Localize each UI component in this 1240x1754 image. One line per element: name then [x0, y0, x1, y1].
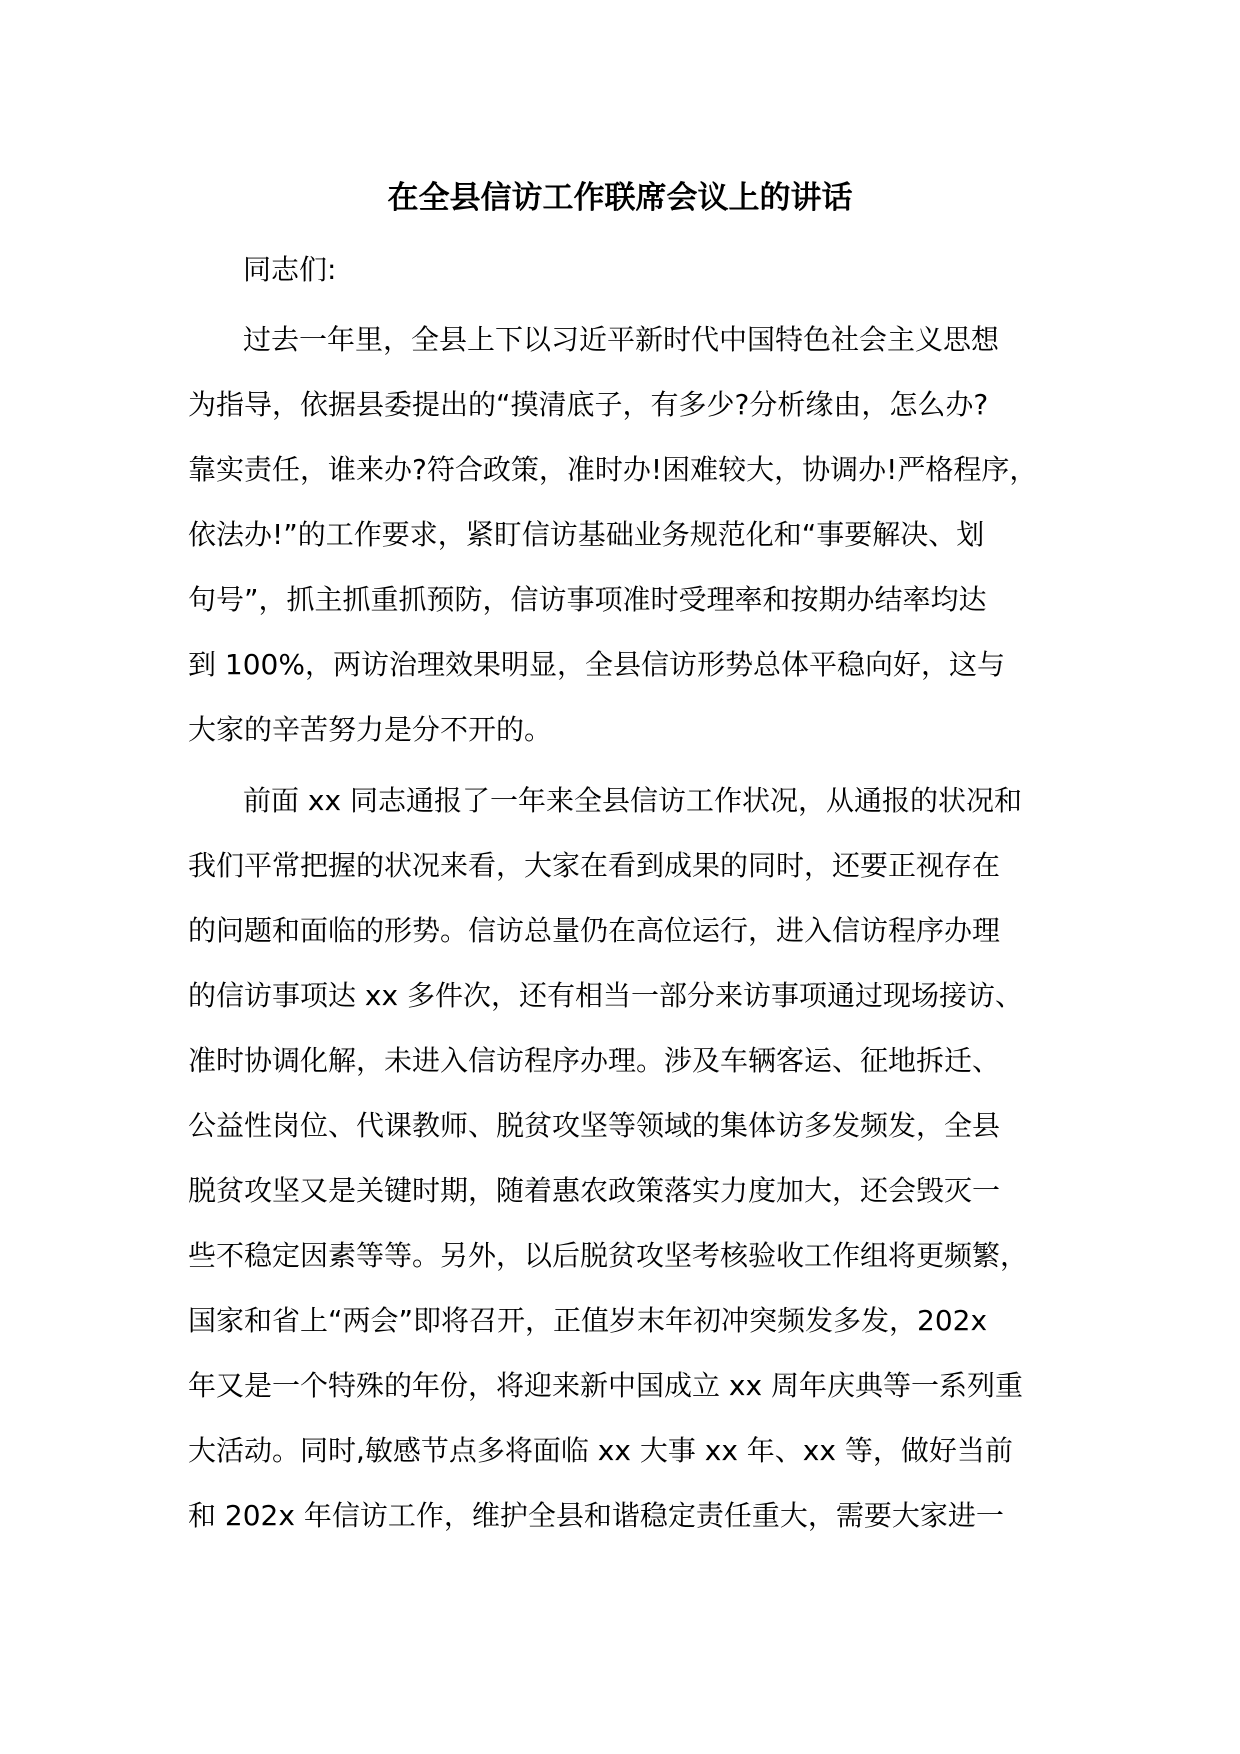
text-line: 的信访事项达 xx 多件次，还有相当一部分来访事项通过现场接访、 [188, 979, 1023, 1012]
text-line: 年又是一个特殊的年份，将迎来新中国成立 xx 周年庆典等一系列重 [188, 1369, 1023, 1402]
text-line: 的问题和面临的形势。信访总量仍在高位运行，进入信访程序办理 [188, 914, 1001, 947]
text-line: 准时协调化解，未进入信访程序办理。涉及车辆客运、征地拆迁、 [188, 1044, 1001, 1077]
document-title: 在全县信访工作联席会议上的讲话 [387, 180, 853, 216]
text-line: 我们平常把握的状况来看，大家在看到成果的同时，还要正视存在 [188, 849, 1001, 882]
text-line: 句号”，抓主抓重抓预防，信访事项准时受理率和按期办结率均达 [188, 583, 987, 616]
text-line: 依法办!”的工作要求，紧盯信访基础业务规范化和“事要解决、划 [188, 518, 985, 551]
text-line: 靠实责任，谁来办?符合政策，准时办!困难较大，协调办!严格程序， [188, 453, 1038, 486]
text-line: 前面 xx 同志通报了一年来全县信访工作状况，从通报的状况和 [243, 784, 1022, 817]
greeting: 同志们: [243, 253, 337, 286]
paragraph-2 [188, 768, 1068, 1548]
text-line: 些不稳定因素等等。另外，以后脱贫攻坚考核验收工作组将更频繁， [188, 1239, 1029, 1272]
text-line: 大活动。同时,敏感节点多将面临 xx 大事 xx 年、xx 等，做好当前 [188, 1434, 1013, 1467]
text-line: 过去一年里，全县上下以习近平新时代中国特色社会主义思想 [243, 323, 1000, 356]
text-line: 到 100%，两访治理效果明显，全县信访形势总体平稳向好，这与 [188, 648, 1005, 681]
text-line: 公益性岗位、代课教师、脱贫攻坚等领域的集体访多发频发，全县 [188, 1109, 1001, 1142]
text-line: 大家的辛苦努力是分不开的。 [188, 713, 553, 746]
text-line: 和 202x 年信访工作，维护全县和谐稳定责任重大，需要大家进一 [188, 1499, 1004, 1532]
text-line: 国家和省上“两会”即将召开，正值岁末年初冲突频发多发，202x [188, 1304, 988, 1337]
paragraph-1 [188, 307, 1068, 762]
text-line: 为指导，依据县委提出的“摸清底子，有多少?分析缘由，怎么办? [188, 388, 989, 421]
text-line: 脱贫攻坚又是关键时期，随着惠农政策落实力度加大，还会毁灭一 [188, 1174, 1001, 1207]
